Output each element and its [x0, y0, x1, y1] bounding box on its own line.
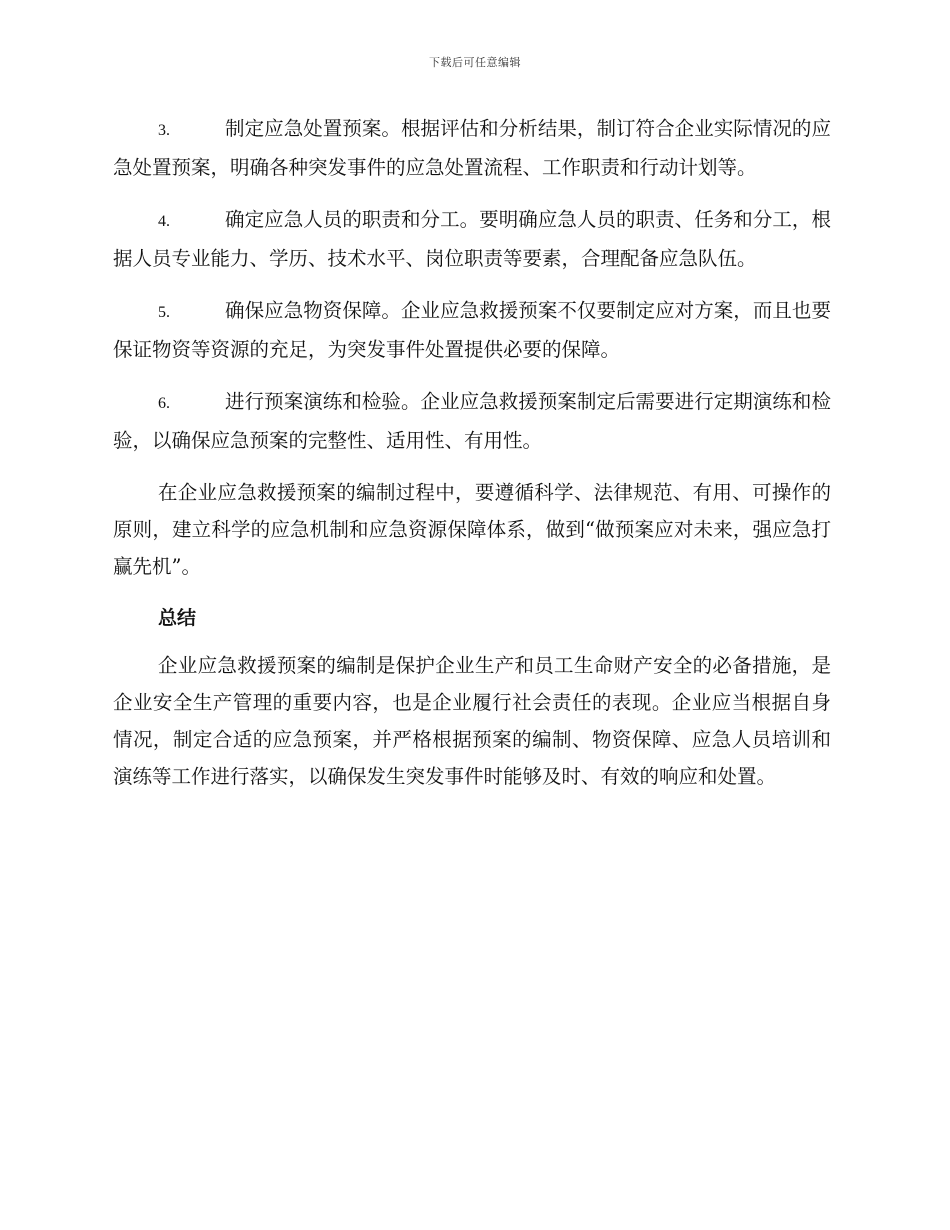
- list-number: 3.: [158, 122, 170, 139]
- list-number: 5.: [158, 304, 170, 321]
- list-item-text: 确保应急物资保障。企业应急救援预案不仅要制定应对方案，而且也要保证物资等资源的充足，为突发事件处置提供必要的保障。: [113, 299, 831, 361]
- list-item-5: [113, 292, 831, 368]
- document-body: [113, 110, 831, 810]
- list-item-text: 制定应急处置预案。根据评估和分析结果，制订符合企业实际情况的应急处置预案，明确各种突发事件的应急处置流程、工作职责和行动计划等。: [113, 117, 831, 179]
- list-item-6: [113, 383, 831, 459]
- list-item-3: [113, 110, 831, 186]
- list-number: 6.: [158, 395, 170, 412]
- page-header-note: 下载后可任意编辑: [429, 56, 521, 69]
- summary-heading: 总结: [158, 607, 197, 629]
- list-number: 4.: [158, 213, 170, 230]
- list-item-text: 进行预案演练和检验。企业应急救援预案制定后需要进行定期演练和检验，以确保应急预案的完整性、适用性、有用性。: [113, 390, 831, 452]
- list-item-text: 确定应急人员的职责和分工。要明确应急人员的职责、任务和分工，根据人员专业能力、学历、技术水平、岗位职责等要素，合理配备应急队伍。: [113, 208, 831, 270]
- summary-paragraph: 企业应急救援预案的编制是保护企业生产和员工生命财产安全的必备措施，是企业安全生产管理的重要内容，也是企业履行社会责任的表现。企业应当根据自身情况，制定合适的应急预案，并严格根据预案的编制、物资保障、应急人员培训和演练等工作进行落实，以确保发生突发事件时能够及时、有效的响应和处置。: [113, 654, 831, 788]
- list-item-4: [113, 201, 831, 277]
- closing-paragraph: 在企业应急救援预案的编制过程中，要遵循科学、法律规范、有用、可操作的原则，建立科学的应急机制和应急资源保障体系，做到“做预案应对未来，强应急打赢先机”。: [113, 481, 831, 578]
